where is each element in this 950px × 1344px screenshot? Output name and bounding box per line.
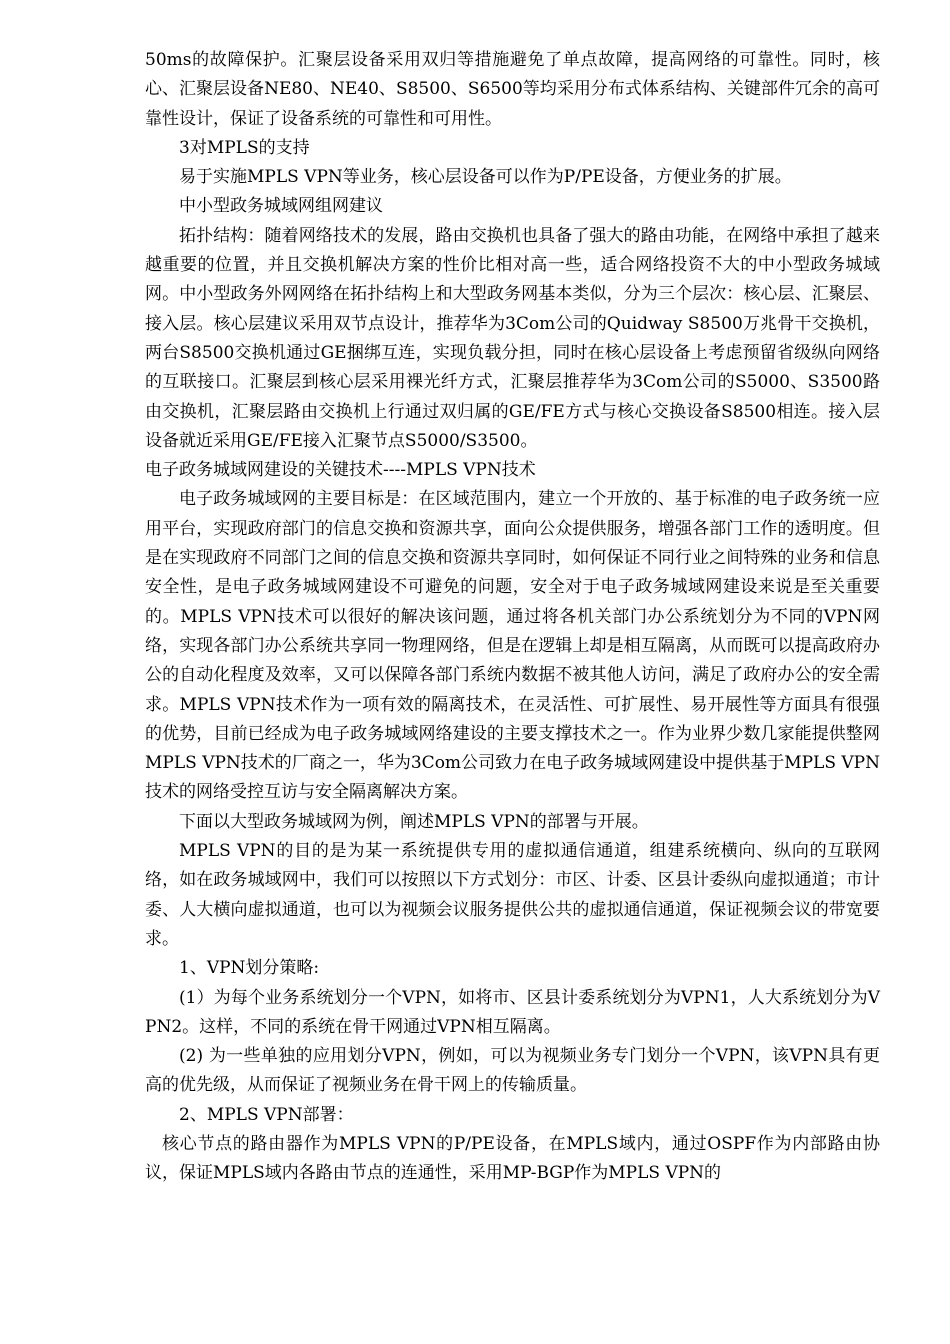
paragraph-deployment-intro: 下面以大型政务城域网为例，阐述MPLS VPN的部署与开展。 xyxy=(179,811,649,832)
list-item-strategy-1: (1）为每个业务系统划分一个VPN，如将市、区县计委系统划分为VPN1，人大系统划分为VPN2。这样，不同的系统在骨干网通过VPN相互隔离。 xyxy=(145,987,880,1037)
document-body xyxy=(145,46,880,1189)
list-item-strategy-2: (2) 为一些单独的应用划分VPN，例如，可以为视频业务专门划分一个VPN，该VPN具有更高的优先级，从而保证了视频业务在骨干网上的传输质量。 xyxy=(145,1046,880,1096)
paragraph-core-node: 核心节点的路由器作为MPLS VPN的P/PE设备，在MPLS域内，通过OSPF作为内部路由协议，保证MPLS域内各路由节点的连通性，采用MP-BGP作为MPLS VPN的 xyxy=(145,1133,880,1184)
heading-mpls-support: 3对MPLS的支持 xyxy=(179,137,310,158)
paragraph-topology: 拓扑结构：随着网络技术的发展，路由交换机也具备了强大的路由功能，在网络中承担了越来越重要的位置，并且交换机解决方案的性价比相对高一些，适合网络投资不大的中小型政务城域网。中小型政务外网网络在拓扑结构上和大型政务网基本类似，分为三个层次：核心层、汇聚层、接入层。核心层建议采用双节点设计，推荐华为3Com公司的Quidway S8500万兆骨干交换机，两台S8500交换机通过GE捆绑互连，实现负载分担，同时在核心层设备上考虑预留省级纵向网络的互联接口。汇聚层到核心层采用裸光纤方式，汇聚层推荐华为3Com公司的S5000、S3500路由交换机，汇聚层路由交换机上行通过双归属的GE/FE方式与核心交换设备S8500相连。接入层设备就近采用GE/FE接入汇聚节点S5000/S3500。 xyxy=(145,225,880,451)
paragraph-main-goal: 电子政务城域网的主要目标是：在区域范围内，建立一个开放的、基于标准的电子政务统一应用平台，实现政府部门的信息交换和资源共享，面向公众提供服务，增强各部门工作的透明度。但是在实现政府不同部门之间的信息交换和资源共享同时，如何保证不同行业之间特殊的业务和信息安全性，是电子政务城域网建设不可避免的问题，安全对于电子政务城域网建设来说是至关重要的。MPLS VPN技术可以很好的解决该问题，通过将各机关部门办公系统划分为不同的VPN网络，实现各部门办公系统共享同一物理网络，但是在逻辑上却是相互隔离，从而既可以提高政府办公的自动化程度及效率，又可以保障各部门系统内数据不被其他人访问，满足了政府办公的安全需求。MPLS VPN技术作为一项有效的隔离技术，在灵活性、可扩展性、易开展性等方面具有很强的优势，目前已经成为电子政务城域网络建设的主要支撑技术之一。作为业界少数几家能提供整网MPLS VPN技术的厂商之一，华为3Com公司致力在电子政务城域网建设中提供基于MPLS VPN技术的网络受控互访与安全隔离解决方案。 xyxy=(145,489,880,803)
paragraph-mpls-vpn-ease: 易于实施MPLS VPN等业务，核心层设备可以作为P/PE设备，方便业务的扩展。 xyxy=(179,167,792,188)
heading-mpls-vpn-deployment: 2、MPLS VPN部署： xyxy=(179,1104,354,1125)
paragraph-fault-protection: 50ms的故障保护。汇聚层设备采用双归等措施避免了单点故障，提高网络的可靠性。同时，核心、汇聚层设备NE80、NE40、S8500、S6500等均采用分布式体系结构、关键部件冗余的高可靠性设计，保证了设备系统的可靠性和可用性。 xyxy=(145,50,880,129)
heading-small-network-suggestion: 中小型政务城域网组网建议 xyxy=(179,196,383,217)
paragraph-mpls-vpn-purpose: MPLS VPN的目的是为某一系统提供专用的虚拟通信通道，组建系统横向、纵向的互联网络，如在政务城域网中，我们可以按照以下方式划分：市区、计委、区县计委纵向虚拟通道；市计委、人大横向虚拟通道，也可以为视频会议服务提供公共的虚拟通信通道，保证视频会议的带宽要求。 xyxy=(145,841,880,949)
heading-vpn-strategy: 1、VPN划分策略: xyxy=(179,958,320,979)
heading-key-technology: 电子政务城域网建设的关键技术----MPLS VPN技术 xyxy=(145,460,536,481)
